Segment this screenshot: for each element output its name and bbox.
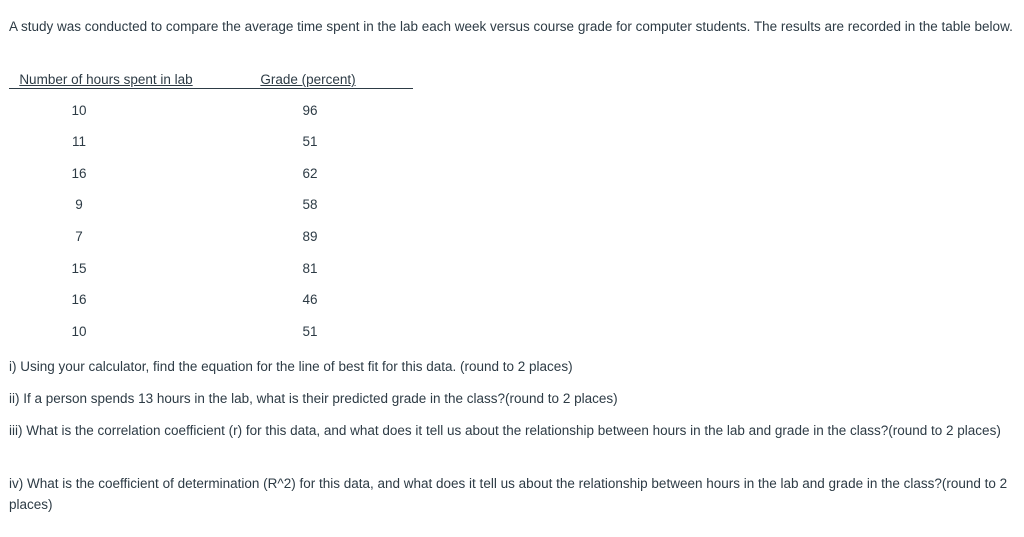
cell-grade: 58 [302,197,318,213]
question-1: i) Using your calculator, find the equation for the line of best fit for this data. (round to 2 places) [9,359,573,374]
cell-hours: 7 [75,228,83,244]
problem-intro: A study was conducted to compare the average time spent in the lab each week versus course grade for computer students. The results are recorded in the table below. [9,19,1013,34]
table-header-row [9,72,413,89]
cell-grade: 89 [302,228,318,244]
cell-hours: 10 [71,323,87,339]
question-4: iv) What is the coefficient of determination (R^2) for this data, and what does it tell us about the relationship between hours in the lab and grade in the class?(round to 2 places) [9,476,1008,512]
cell-grade: 81 [302,260,318,276]
table-row [9,215,413,247]
table-row [9,247,413,279]
table-row [9,89,413,121]
cell-grade: 96 [302,102,318,118]
table-row [9,310,413,342]
cell-hours: 15 [71,260,87,276]
question-3: iii) What is the correlation coefficient (r) for this data, and what does it tell us about the relationship between hours in the lab and grade in the class?(round to 2 places) [9,423,1001,438]
table-row [9,152,413,184]
table-row [9,184,413,216]
question-2: ii) If a person spends 13 hours in the lab, what is their predicted grade in the class?(round to 2 places) [9,391,618,406]
cell-hours: 10 [71,102,87,118]
cell-grade: 51 [302,323,318,339]
table-row [9,279,413,311]
cell-hours: 16 [71,165,87,181]
header-grade: Grade (percent) [203,72,413,89]
data-table [9,72,413,342]
table-row [9,121,413,153]
cell-grade: 51 [302,134,318,150]
cell-hours: 11 [71,134,86,150]
header-hours: Number of hours spent in lab [9,72,203,89]
cell-hours: 16 [71,292,87,308]
cell-grade: 46 [302,292,318,308]
cell-hours: 9 [75,197,83,213]
cell-grade: 62 [302,165,318,181]
